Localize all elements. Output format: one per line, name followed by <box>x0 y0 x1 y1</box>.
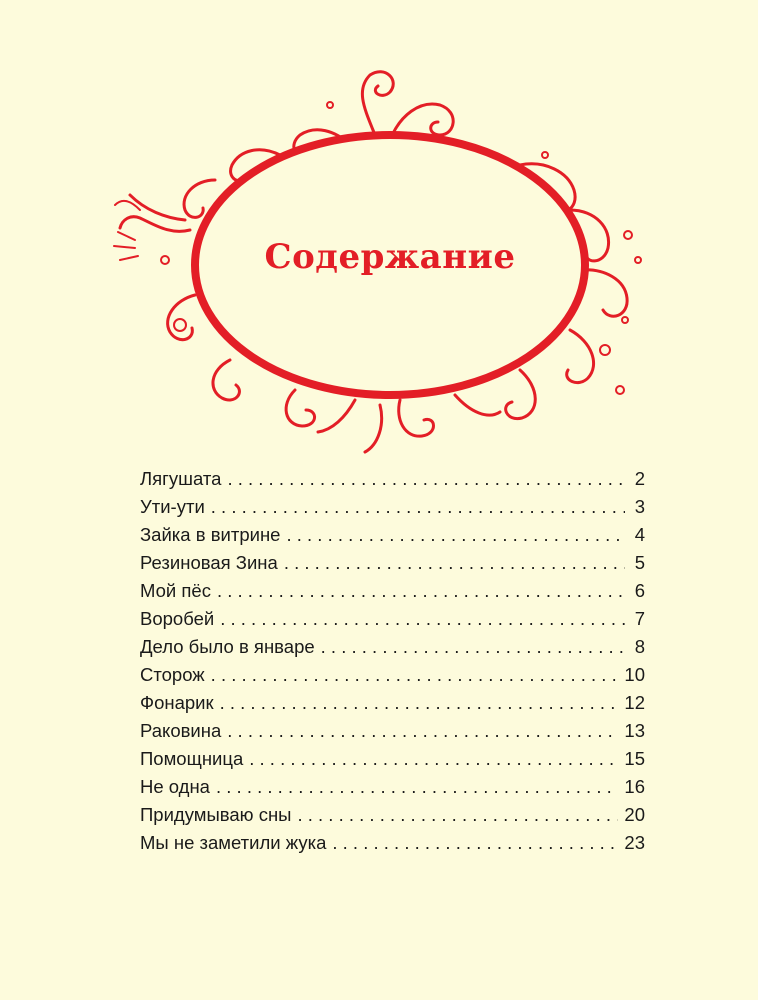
toc-entry-title: Не одна <box>140 775 210 797</box>
toc-entry-page-number: 5 <box>634 551 645 573</box>
table-of-contents <box>140 460 645 852</box>
toc-entry-page-number: 23 <box>624 831 645 853</box>
toc-entry[interactable] <box>140 488 645 516</box>
toc-dot-leader <box>227 722 618 741</box>
toc-dot-leader <box>332 834 618 853</box>
toc-entry[interactable] <box>140 544 645 572</box>
toc-entry-page-number: 2 <box>634 467 645 489</box>
toc-entry-title: Придумываю сны <box>140 803 292 825</box>
toc-entry-title: Лягушата <box>140 467 222 489</box>
toc-dot-leader <box>211 498 625 517</box>
toc-entry[interactable] <box>140 516 645 544</box>
toc-entry-page-number: 7 <box>634 607 645 629</box>
toc-dot-leader <box>286 526 625 545</box>
toc-entry-title: Сторож <box>140 663 205 685</box>
toc-entry[interactable] <box>140 656 645 684</box>
toc-entry[interactable] <box>140 600 645 628</box>
toc-dot-leader <box>217 582 625 601</box>
toc-entry-title: Раковина <box>140 719 222 741</box>
toc-dot-leader <box>211 666 619 685</box>
toc-entry-page-number: 12 <box>624 691 645 713</box>
toc-dot-leader <box>297 806 618 825</box>
toc-dot-leader <box>249 750 618 769</box>
page-title: Содержание <box>264 237 516 277</box>
toc-entry[interactable] <box>140 572 645 600</box>
toc-entry[interactable] <box>140 824 645 852</box>
toc-entry-title: Дело было в январе <box>140 635 315 657</box>
toc-entry-page-number: 6 <box>634 579 645 601</box>
toc-entry[interactable] <box>140 460 645 488</box>
toc-entry-page-number: 3 <box>634 495 645 517</box>
toc-entry-title: Мы не заметили жука <box>140 831 327 853</box>
toc-entry-title: Фонарик <box>140 691 214 713</box>
toc-entry-title: Ути-ути <box>140 495 205 517</box>
toc-entry-page-number: 10 <box>624 663 645 685</box>
toc-entry[interactable] <box>140 740 645 768</box>
toc-entry-page-number: 8 <box>634 635 645 657</box>
toc-dot-leader <box>284 554 625 573</box>
toc-entry-page-number: 4 <box>634 523 645 545</box>
toc-dot-leader <box>227 470 625 489</box>
toc-entry-title: Помощница <box>140 747 244 769</box>
toc-entry-page-number: 16 <box>624 775 645 797</box>
toc-entry-title: Резиновая Зина <box>140 551 278 573</box>
toc-entry[interactable] <box>140 712 645 740</box>
toc-entry-title: Воробей <box>140 607 215 629</box>
toc-entry[interactable] <box>140 796 645 824</box>
toc-entry-page-number: 15 <box>624 747 645 769</box>
toc-entry[interactable] <box>140 768 645 796</box>
toc-dot-leader <box>220 694 619 713</box>
toc-dot-leader <box>220 610 625 629</box>
toc-entry[interactable] <box>140 684 645 712</box>
toc-entry-title: Мой пёс <box>140 579 211 601</box>
toc-dot-leader <box>216 778 618 797</box>
toc-entry-title: Зайка в витрине <box>140 523 281 545</box>
toc-entry-page-number: 13 <box>624 719 645 741</box>
toc-entry-page-number: 20 <box>624 803 645 825</box>
toc-dot-leader <box>321 638 625 657</box>
toc-entry[interactable] <box>140 628 645 656</box>
